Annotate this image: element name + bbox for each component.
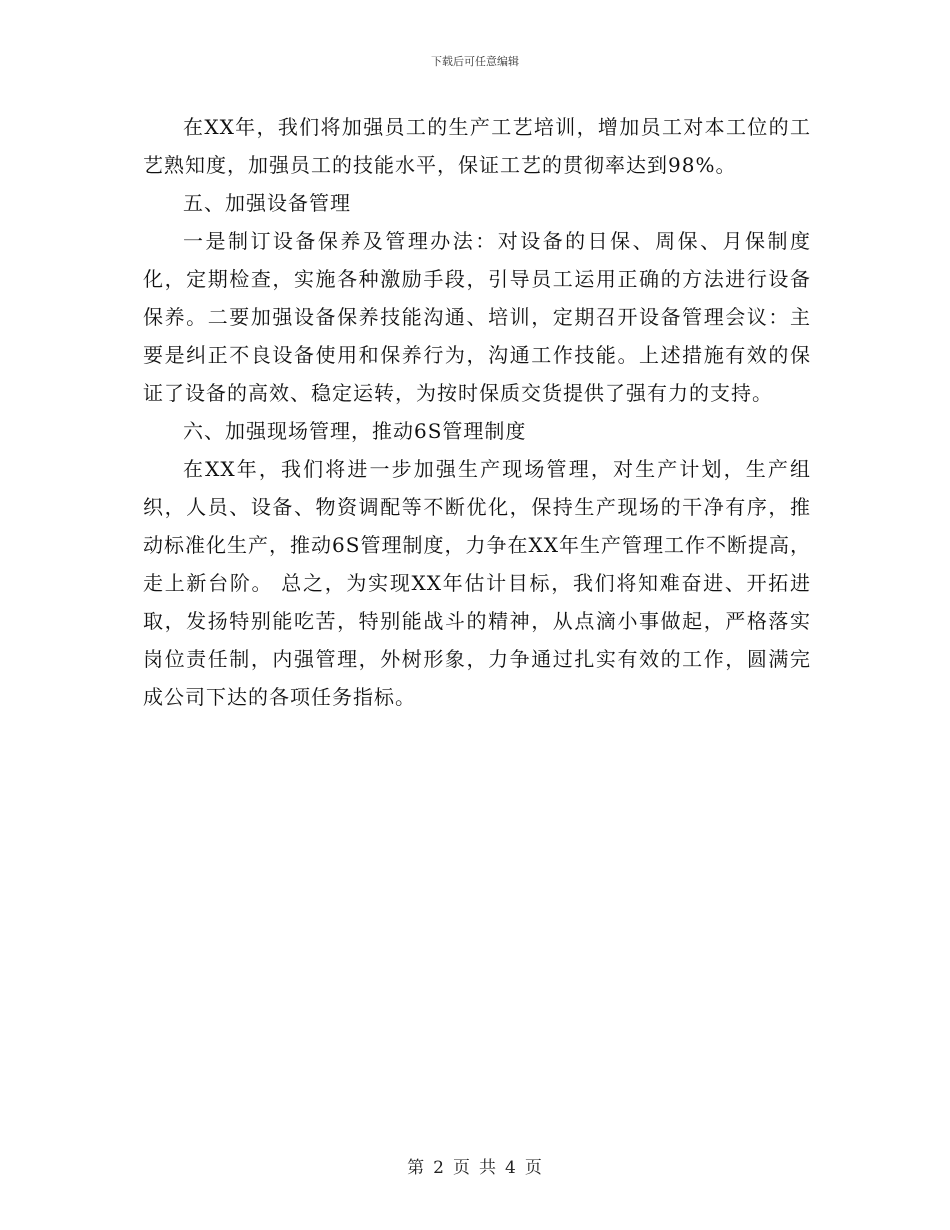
- page-header: 下载后可任意编辑: [431, 55, 519, 68]
- section-heading-site: 六、加强现场管理，推动6S管理制度: [183, 419, 527, 443]
- section-heading-equipment: 五、加强设备管理: [183, 191, 351, 215]
- paragraph-equipment: 一是制订设备保养及管理办法：对设备的日保、周保、月保制度化，定期检查，实施各种激励手段，引导员工运用正确的方法进行设备保养。二要加强设备保养技能沟通、培训，定期召开设备管理会议：主要是纠正不良设备使用和保养行为，沟通工作技能。上述措施有效的保证了设备的高效、稳定运转，为按时保质交货提供了强有力的支持。: [143, 229, 811, 405]
- page-footer: [0, 1153, 950, 1178]
- paragraph-training: 在XX年，我们将加强员工的生产工艺培训，增加员工对本工位的工艺熟知度，加强员工的技能水平，保证工艺的贯彻率达到98%。: [143, 115, 811, 177]
- footer-current-page: 2: [433, 1158, 445, 1178]
- footer-total-word: 共: [479, 1158, 497, 1178]
- footer-page-word: 页: [453, 1158, 471, 1178]
- footer-total-pages: 4: [505, 1158, 517, 1178]
- footer-prefix: 第: [407, 1158, 426, 1178]
- paragraph-site: 在XX年，我们将进一步加强生产现场管理，对生产计划，生产组织，人员、设备、物资调配等不断优化，保持生产现场的干净有序，推动标准化生产，推动6S管理制度，力争在XX年生产管理工作不断提高，走上新台阶。 总之，为实现XX年估计目标，我们将知难奋进、开拓进取，发扬特别能吃苦，特别能战斗的精神，从点滴小事做起，严格落实岗位责任制，内强管理，外树形象，力争通过扎实有效的工作，圆满完成公司下达的各项任务指标。: [143, 457, 811, 709]
- footer-suffix: 页: [524, 1158, 543, 1178]
- document-body: [143, 108, 811, 716]
